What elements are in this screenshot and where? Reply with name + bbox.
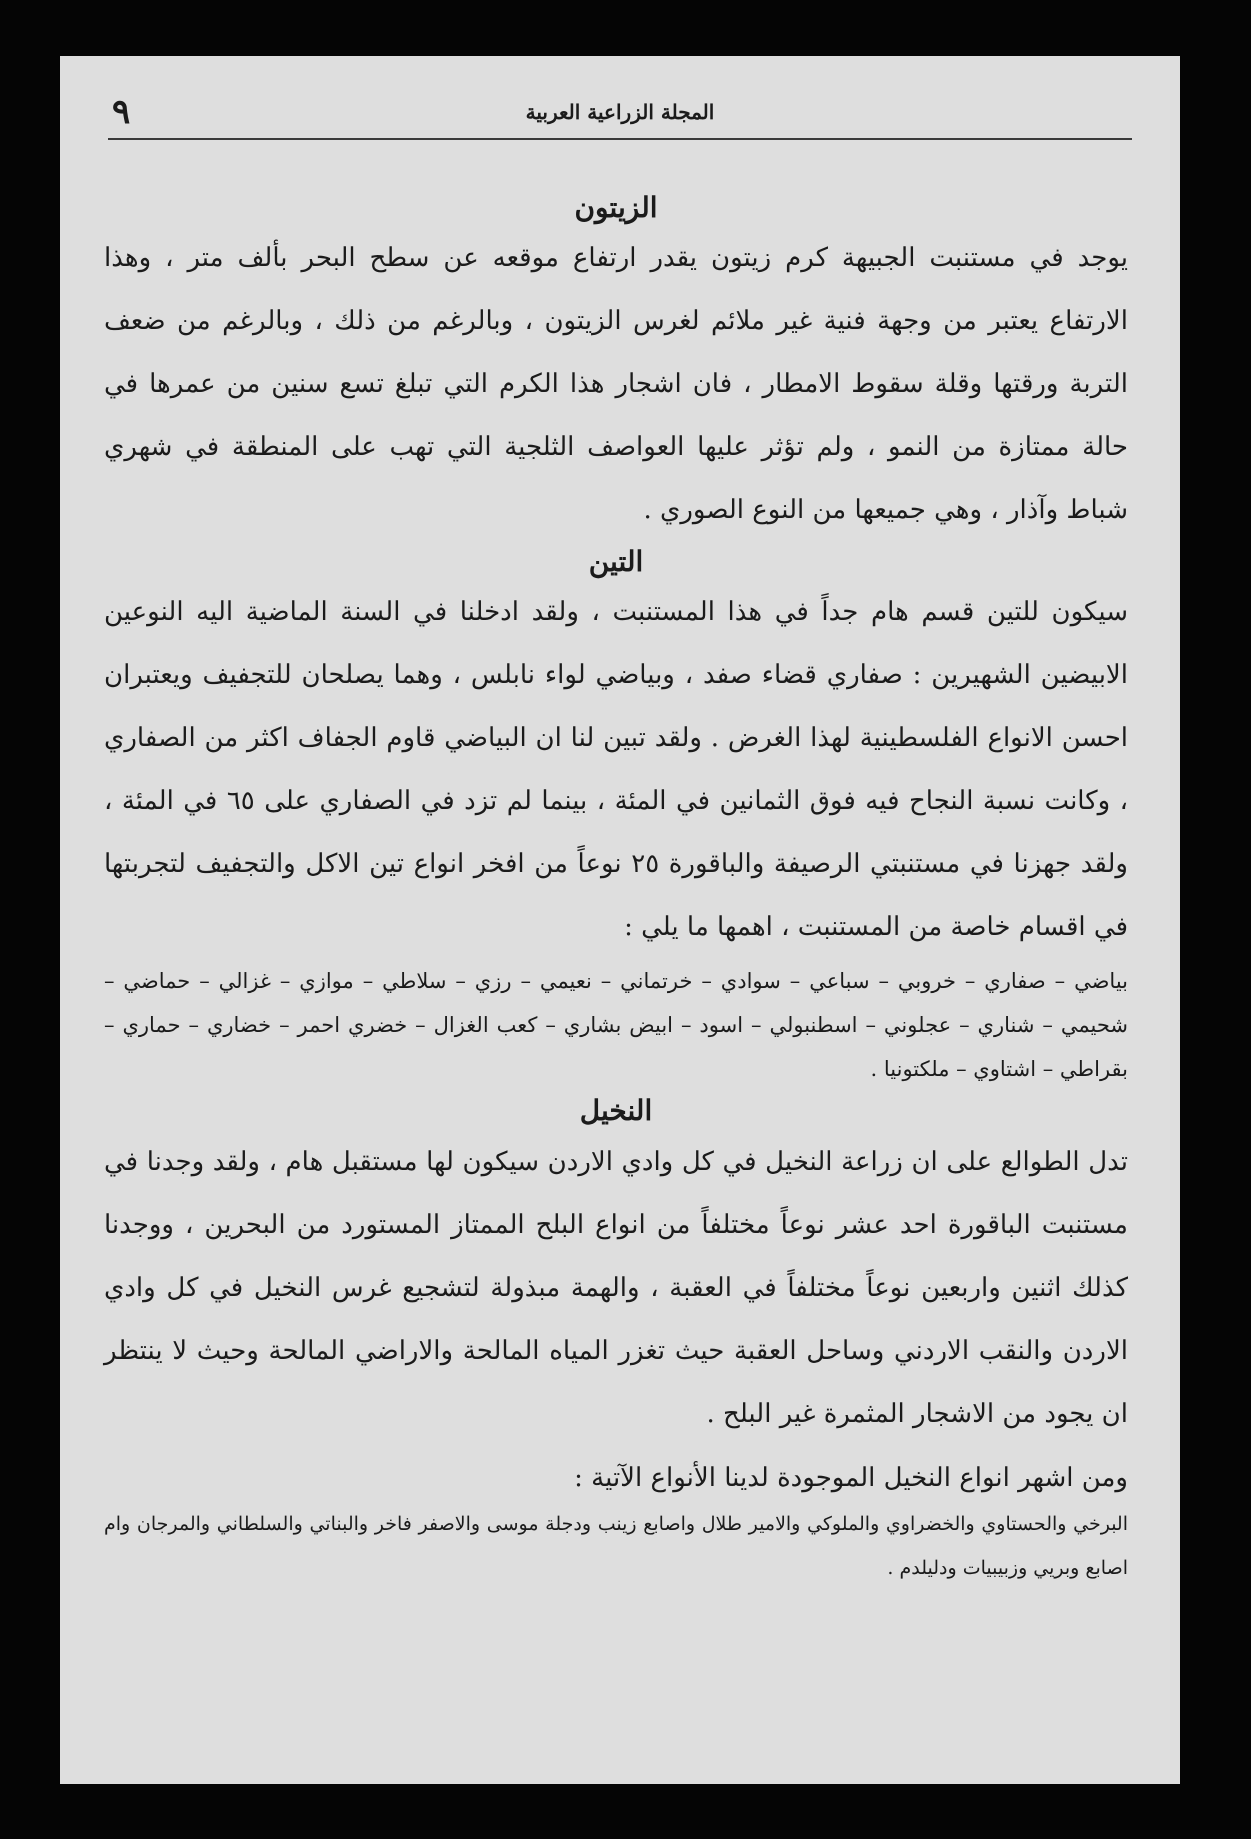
- book-page: [60, 56, 1180, 1784]
- figs-paragraph: سيكون للتين قسم هام جداً في هذا المستنبت ، ولقد ادخلنا في السنة الماضية اليه النوعين الابيضين الشهيرين : صفاري قضاء صفد ، وبياضي لواء نابلس ، وهما يصلحان للتجفيف ويعتبران احسن الانواع الفلسطينية لهذا الغرض . ولقد تبين لنا ان البياضي قاوم الجفاف اكثر من الصفاري ، وكانت نسبة النجاح فيه فوق الثمانين في المئة ، بينما لم تزد في الصفاري على ٦٥ في المئة ، ولقد جهزنا في مستنبتي الرصيفة والباقورة ٢٥ نوعاً من افخر انواع تين الاكل والتجفيف لتجربتها في اقسام خاصة من المستنبت ، اهمها ما يلي :: [104, 597, 1129, 943]
- page-number: ٩: [112, 92, 131, 132]
- fig-varieties-list: بياضي – صفاري – خروبي – سباعي – سوادي – خرتماني – نعيمي – رزي – سلاطي – موازي – غزالي – حماضي – شحيمي – شناري – عجلوني – اسطنبولي – اسود – ابيض بشاري – كعب الغزال – خضري احمر – خضاري – حماري – بقراطي – اشتاوي – ملكتونيا .: [104, 969, 1128, 1082]
- palm-varieties-intro: ومن اشهر انواع النخيل الموجودة لدينا الأنواع الآتية :: [574, 1462, 1128, 1493]
- palms-section-title: النخيل: [579, 1094, 653, 1128]
- page-body: [104, 188, 1128, 1590]
- olives-paragraph: يوجد في مستنبت الجبيهة كرم زيتون يقدر ارتفاع موقعه عن سطح البحر بألف متر ، وهذا الارتفاع يعتبر من وجهة فنية غير ملائم لغرس الزيتون ، وبالرغم من ذلك ، وبالرغم من ضعف التربة ورقتها وقلة سقوط الامطار ، فان اشجار هذا الكرم التي تبلغ تسع سنين من عمرها في حالة ممتازة من النمو ، ولم تؤثر عليها العواصف الثلجية التي تهب على المنطقة في شهري شباط وآذار ، وهي جميعها من النوع الصوري .: [104, 243, 1128, 526]
- olives-section-title: الزيتون: [574, 191, 658, 224]
- journal-title: المجلة الزراعية العربية: [525, 100, 715, 124]
- figs-section-title: التين: [588, 545, 644, 579]
- palms-paragraph: تدل الطوالع على ان زراعة النخيل في كل وادي الاردن سيكون لها مستقبل هام ، ولقد وجدنا في مستنبت الباقورة احد عشر نوعاً مختلفاً من انواع البلح الممتاز المستورد من البحرين ، ووجدنا كذلك اثنين واربعين نوعاً مختلفاً في العقبة ، والهمة مبذولة لتشجيع غرس النخيل في كل وادي الاردن والنقب الاردني وساحل العقبة حيث تغزر المياه المالحة والاراضي المالحة وحيث لا ينتظر ان يجود من الاشجار المثمرة غير البلح .: [104, 1146, 1128, 1429]
- palm-varieties-list: البرخي والحستاوي والخضراوي والملوكي والامير طلال واصابع زينب ودجلة موسى والاصفر فاخر والبناتي والسلطاني والمرجان وام اصابع وبريي وزبيبيات ودليلدم .: [104, 1512, 1128, 1579]
- running-header: [108, 92, 1132, 140]
